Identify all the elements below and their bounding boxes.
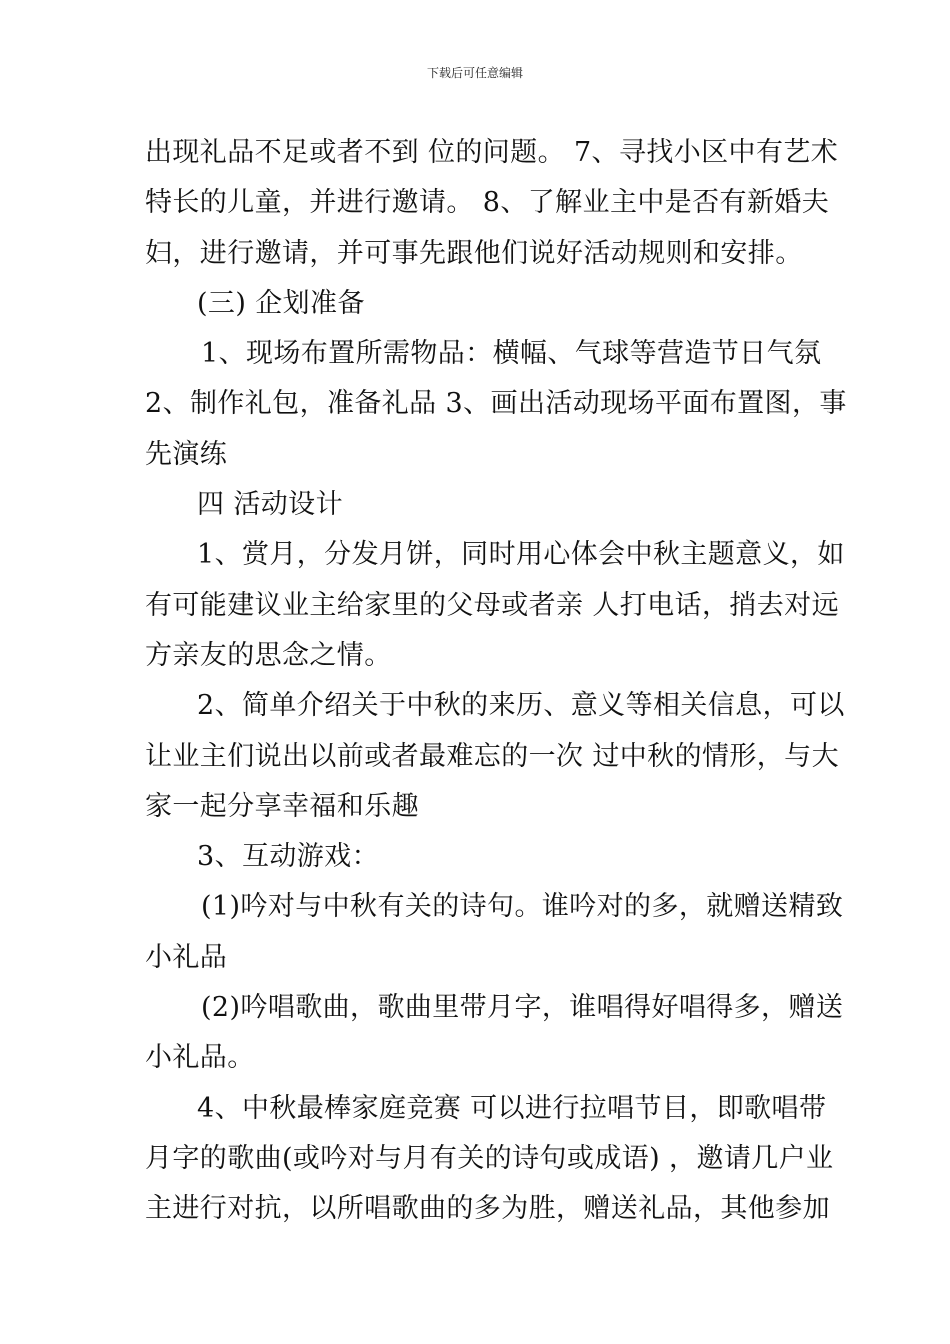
text-line: 特长的儿童，并进行邀请。 8、了解业主中是否有新婚夫 — [145, 187, 830, 219]
text-line: (2)吟唱歌曲，歌曲里带月字，谁唱得好唱得多，赠送 — [201, 992, 844, 1024]
section-heading: (三) 企划准备 — [197, 287, 365, 319]
text-line: 有可能建议业主给家里的父母或者亲 人打电话，捎去对远 — [145, 589, 839, 621]
text-line: 1、赏月，分发月饼，同时用心体会中秋主题意义，如 — [197, 539, 845, 571]
text-line: 出现礼品不足或者不到 位的问题。 7、寻找小区中有艺术 — [145, 137, 839, 168]
text-line: 3、互动游戏： — [197, 841, 379, 873]
text-line: 家一起分享幸福和乐趣 — [145, 790, 419, 822]
text-line: 2、制作礼包，准备礼品 3、画出活动现场平面布置图，事 — [145, 388, 847, 420]
text-line: 让业主们说出以前或者最难忘的一次 过中秋的情形，与大 — [145, 740, 839, 772]
text-line: 1、现场布置所需物品：横幅、气球等营造节日气氛 — [201, 338, 822, 370]
text-line: 小礼品。 — [145, 1042, 255, 1074]
text-line: 4、中秋最棒家庭竞赛 可以进行拉唱节目，即歌唱带 — [197, 1092, 827, 1124]
text-line: 妇，进行邀请，并可事先跟他们说好活动规则和安排。 — [145, 237, 803, 269]
text-line: (1)吟对与中秋有关的诗句。谁吟对的多，就赠送精致 — [201, 891, 844, 923]
page-header: 下载后可任意编辑 — [426, 66, 523, 80]
text-line: 小礼品 — [145, 941, 228, 973]
text-line: 方亲友的思念之情。 — [145, 639, 392, 671]
text-line: 2、简单介绍关于中秋的来历、意义等相关信息，可以 — [197, 690, 845, 722]
text-line: 主进行对抗，以所唱歌曲的多为胜，赠送礼品，其他参加 — [145, 1193, 830, 1225]
text-line: 先演练 — [145, 438, 228, 470]
document-body — [145, 128, 847, 1235]
text-line: 月字的歌曲(或吟对与月有关的诗句或成语) ，邀请几户业 — [145, 1142, 834, 1174]
section-heading: 四 活动设计 — [197, 489, 343, 521]
